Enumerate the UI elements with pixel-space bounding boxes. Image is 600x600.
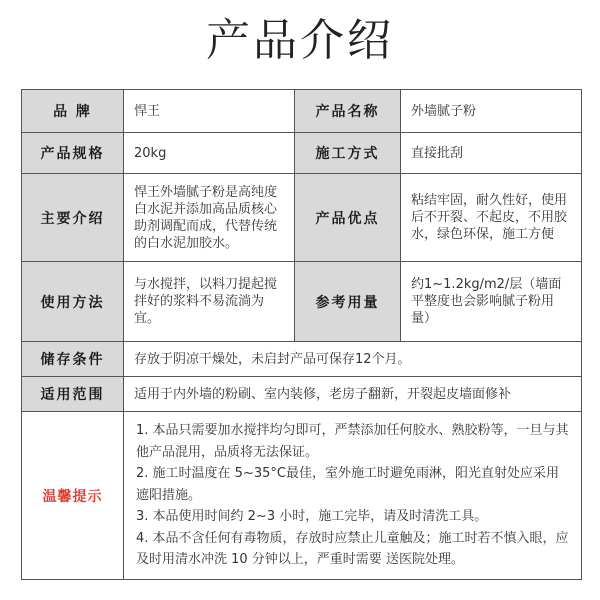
advantages-value: 粘结牢固，耐久性好，使用后不开裂、不起皮，不用胶水，绿色环保，施工方便: [401, 174, 582, 262]
intro-value: 悍王外墙腻子粉是高纯度白水泥并添加高品质核心助剂调配而成，代替传统的白水泥加胶水。: [124, 174, 295, 262]
storage-label: 储存条件: [22, 342, 124, 377]
advantages-label: 产品优点: [295, 174, 401, 262]
spec-label: 产品规格: [22, 133, 124, 174]
scope-label: 适用范围: [22, 377, 124, 412]
storage-value: 存放于阴凉干燥处，未启封产品可保存12个月。: [124, 342, 582, 377]
method-label: 施工方式: [295, 133, 401, 174]
brand-label: 品 牌: [22, 90, 124, 133]
product-name-value: 外墙腻子粉: [401, 90, 582, 133]
brand-value: 悍王: [124, 90, 295, 133]
tips-label: 温馨提示: [22, 412, 124, 580]
scope-value: 适用于内外墙的粉刷、室内装修，老房子翻新，开裂起皮墙面修补: [124, 377, 582, 412]
row-brand: [22, 90, 582, 133]
tip-item: 1. 本品只需要加水搅拌均匀即可，严禁添加任何胶水、熟胶粉等，一旦与其他产品混用，品质将无法保证。: [136, 423, 569, 460]
product-spec-table: [21, 89, 582, 580]
row-intro: [22, 174, 582, 262]
reference-dosage-value: 约1~1.2kg/m2/层（墙面平整度也会影响腻子粉用量）: [401, 262, 582, 342]
reference-dosage-label: 参考用量: [295, 262, 401, 342]
tip-item: 2. 施工时温度在 5~35°C最佳，室外施工时避免雨淋，阳光直射处应采用遮阳措施。: [136, 466, 559, 503]
row-storage: [22, 342, 582, 377]
usage-value: 与水搅拌，以料刀提起搅拌好的浆料不易流淌为宜。: [124, 262, 295, 342]
row-usage: [22, 262, 582, 342]
row-scope: [22, 377, 582, 412]
tip-item: 3. 本品使用时间约 2~3 小时，施工完毕，请及时清洗工具。: [136, 509, 488, 525]
spec-value: 20kg: [124, 133, 295, 174]
usage-label: 使用方法: [22, 262, 124, 342]
row-spec: [22, 133, 582, 174]
product-name-label: 产品名称: [295, 90, 401, 133]
intro-label: 主要介绍: [22, 174, 124, 262]
method-value: 直接批刮: [401, 133, 582, 174]
page-title: 产品介绍: [206, 15, 394, 66]
row-tips: [22, 412, 582, 580]
tip-item: 4. 本品不含任何有毒物质，存放时应禁止儿童触及；施工时若不慎入眼，应及时用清水冲洗 10 分钟以上，严重时需要 送医院处理。: [136, 530, 569, 568]
tips-list: [124, 412, 582, 580]
